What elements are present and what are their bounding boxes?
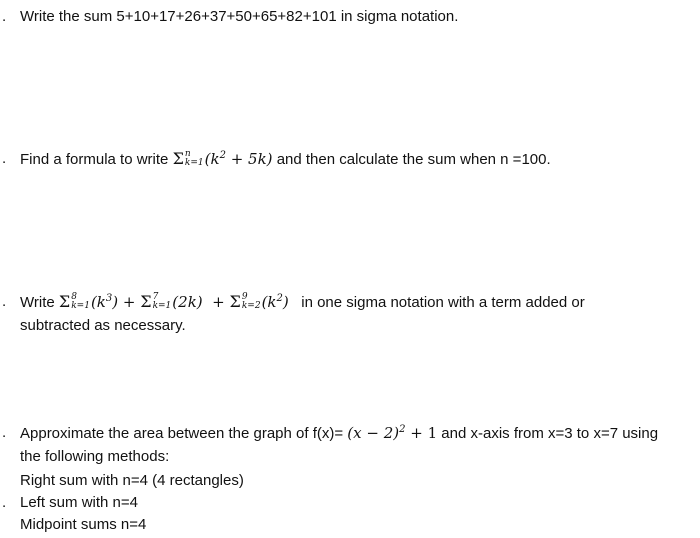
sigma-upper: n [184, 149, 191, 159]
sigma-symbol: Σ [140, 292, 152, 311]
function-base: (x − 2) [347, 424, 400, 442]
method-2-bullet: . [2, 494, 7, 511]
question-3-line-2: subtracted as necessary. [20, 317, 186, 334]
sigma-limits [242, 293, 261, 311]
q3-sigma-2 [140, 293, 202, 311]
q3-text-after: in one sigma notation with a term added or [288, 294, 585, 311]
q3-plus-1: + [118, 293, 141, 311]
q4-function-expression [347, 424, 437, 442]
method-right-sum: Right sum with n=4 (4 rectangles) [20, 472, 244, 489]
sigma-lower: k=1 [152, 301, 172, 311]
sigma-upper: 8 [71, 292, 77, 302]
sigma-limits [71, 293, 90, 311]
sigma-term-close: ) [282, 293, 289, 311]
q4-text-after: and x-axis from x=3 to x=7 using [437, 425, 659, 442]
sigma-term-exponent: 2 [219, 150, 226, 161]
sigma-symbol: Σ [58, 292, 71, 311]
q3-text-before: Write [20, 294, 59, 311]
q3-plus-2: + [202, 293, 230, 311]
sigma-term-exponent: 2 [276, 293, 283, 304]
question-2 [20, 150, 551, 169]
sigma-symbol: Σ [172, 149, 184, 168]
q1-bullet: . [2, 8, 7, 25]
function-rest: + 1 [405, 424, 438, 442]
sigma-upper: 9 [241, 292, 248, 302]
q2-bullet: . [2, 150, 7, 167]
question-1: Write the sum 5+10+17+26+37+50+65+82+101 in sigma notation. [20, 8, 459, 25]
q4-bullet: . [2, 424, 7, 441]
sigma-term-exponent: 3 [105, 293, 113, 304]
q2-sigma-expression [173, 150, 273, 168]
sigma-symbol: Σ [229, 292, 241, 311]
method-left-sum: Left sum with n=4 [20, 494, 138, 511]
sigma-term: (k [90, 293, 106, 311]
sigma-lower: k=2 [241, 301, 261, 311]
q3-sigma-3 [230, 293, 289, 311]
sigma-lower: k=1 [71, 301, 90, 311]
question-4-line-2: the following methods: [20, 448, 170, 465]
sigma-term: (2k) [172, 293, 203, 311]
method-midpoint-sum: Midpoint sums n=4 [20, 516, 147, 533]
sigma-term: (k [261, 293, 277, 311]
question-4-line-1 [20, 424, 658, 443]
sigma-limits [185, 150, 204, 168]
sigma-lower: k=1 [184, 158, 204, 168]
question-3-line-1 [20, 293, 585, 312]
sigma-upper: 7 [152, 292, 159, 302]
sigma-limits [153, 293, 172, 311]
sigma-term: (k [204, 150, 220, 168]
q3-sigma-1 [59, 293, 118, 311]
sigma-term-rest: + 5k) [225, 150, 273, 168]
sigma-term-close: ) [112, 293, 119, 311]
q3-bullet: . [2, 293, 7, 310]
function-exponent: 2 [399, 424, 406, 435]
q2-text-after: and then calculate the sum when n =100. [272, 151, 551, 168]
q2-text-before: Find a formula to write [20, 151, 173, 168]
q4-text-before: Approximate the area between the graph of f(x)= [20, 425, 348, 442]
